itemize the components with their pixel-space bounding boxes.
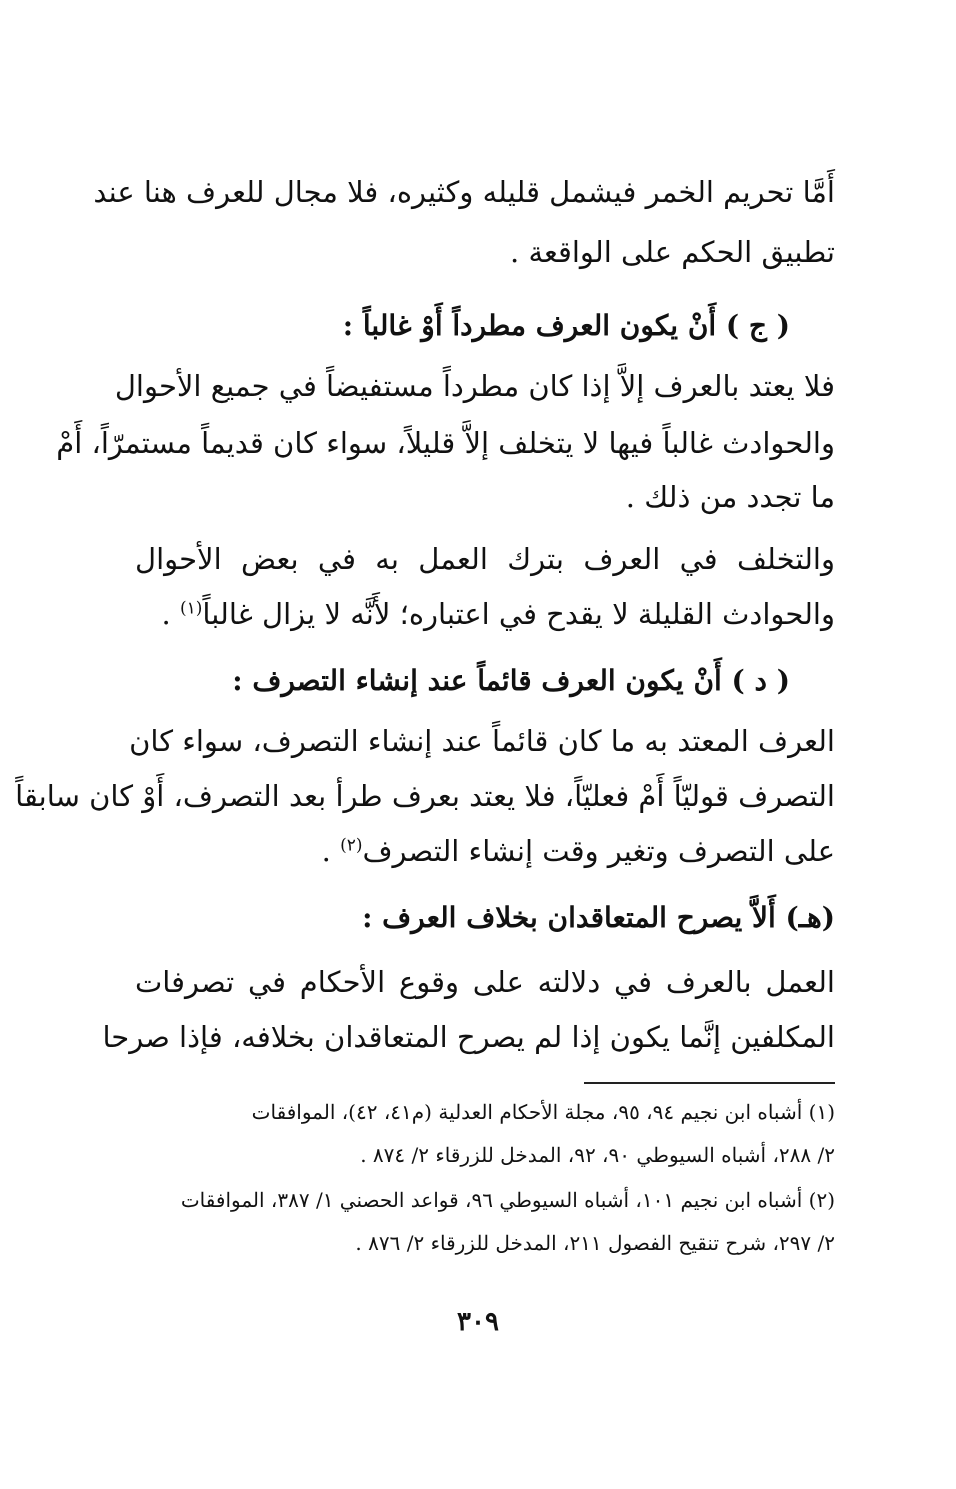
footnote-line: ٢/ ٢٩٧، شرح تنقيح الفصول ٢١١، المدخل للزرقاء ٢/ ٨٧٦ . <box>355 1231 835 1255</box>
paragraph-line: العمل بالعرف في دلالته على وقوع الأحكام في تصرفات <box>135 965 835 999</box>
paragraph-line: ما تجدد من ذلك . <box>625 480 835 514</box>
paragraph-text: على التصرف وتغير وقت إنشاء التصرف <box>362 834 835 868</box>
footnote-reference: (٢) <box>340 835 363 856</box>
paragraph-line: تطبيق الحكم على الواقعة . <box>510 235 835 269</box>
paragraph-line: المكلفين إنَّما يكون إذا لم يصرح المتعاقدان بخلافه، فإذا صرحا <box>102 1020 835 1054</box>
footnote-divider <box>584 1082 835 1084</box>
section-heading: ( ج ) أَنْ يكون العرف مطرداً أَوْ غالباً : <box>342 309 790 342</box>
paragraph-line: والحوادث غالباً فيها لا يتخلف إلاَّ قليلاً، سواء كان قديماً مستمرّاً، أَمْ <box>56 426 835 460</box>
paragraph-line: التصرف قوليّاً أَمْ فعليّاً، فلا يعتد بعرف طرأ بعد التصرف، أَوْ كان سابقاً <box>15 779 835 813</box>
paragraph-line: والتخلف في العرف بترك العمل به في بعض الأحوال <box>135 542 835 576</box>
footnote-line: (٢) أشباه ابن نجيم ١٠١، أشباه السيوطي ٩٦، قواعد الحصني ١/ ٣٨٧، الموافقات <box>180 1188 835 1212</box>
section-heading: ( د ) أَنْ يكون العرف قائماً عند إنشاء التصرف : <box>232 664 790 697</box>
paragraph-text: . <box>161 597 180 631</box>
paragraph-text: . <box>321 834 341 868</box>
paragraph-text: والحوادث القليلة لا يقدح في اعتباره؛ لأَنَّه لا يزال غالباً <box>202 597 835 631</box>
paragraph-line: العرف المعتد به ما كان قائماً عند إنشاء التصرف، سواء كان <box>129 724 835 758</box>
page-number: ٣٠٩ <box>457 1307 499 1337</box>
paragraph-line <box>322 831 835 871</box>
paragraph-line: فلا يعتد بالعرف إلاَّ إذا كان مطرداً مستفيضاً في جميع الأحوال <box>114 369 835 403</box>
paragraph-line: أَمَّا تحريم الخمر فيشمل قليله وكثيره، فلا مجال للعرف هنا عند <box>93 175 835 209</box>
footnote-reference: (١) <box>179 598 203 619</box>
footnote-line: ٢/ ٢٨٨، أشباه السيوطي ٩٠، ٩٢، المدخل للزرقاء ٢/ ٨٧٤ . <box>360 1143 835 1167</box>
footnote-line: (١) أشباه ابن نجيم ٩٤، ٩٥، مجلة الأحكام العدلية (م٤١، ٤٢)، الموافقات <box>251 1100 835 1124</box>
paragraph-line <box>162 594 835 634</box>
section-heading: (هـ) أَلاَّ يصرح المتعاقدان بخلاف العرف : <box>362 901 835 934</box>
